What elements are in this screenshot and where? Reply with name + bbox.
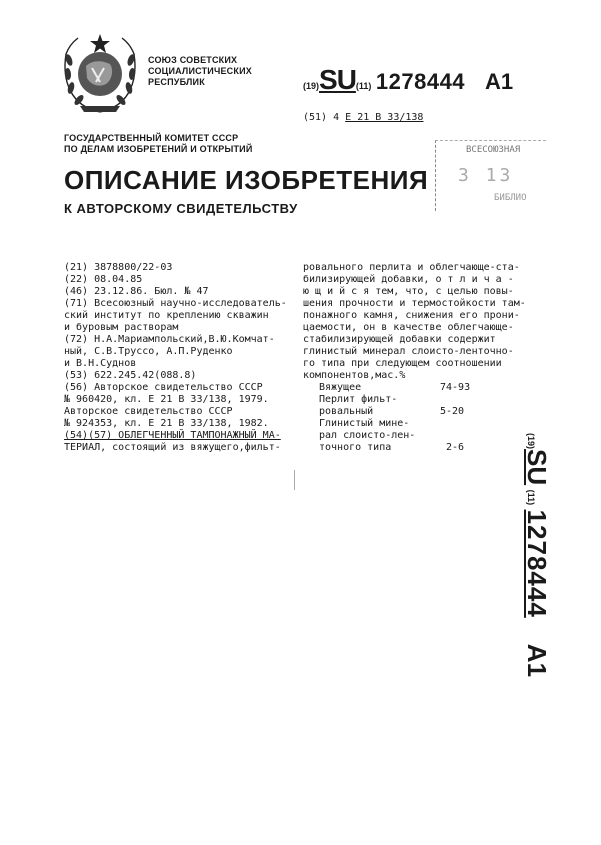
ussr-emblem-icon	[60, 32, 140, 116]
component-value: 2-6	[446, 442, 465, 453]
country-line-1: СОЮЗ СОВЕТСКИХ	[148, 55, 238, 65]
claim-line: понажного камня, снижения его прони-	[303, 310, 520, 321]
ipc-classification	[303, 112, 423, 123]
stamp-line-3: БИБЛИО	[494, 193, 527, 203]
claim-line: цаемости, он в качестве облегчающе-	[303, 322, 514, 333]
vertical-country-code: SU	[522, 449, 552, 486]
bib-line: (71) Всесоюзный научно-исследователь-	[64, 298, 287, 309]
document-number-header	[303, 64, 513, 96]
component-name: рал слоисто-лен-	[319, 430, 416, 441]
committee-line-2: ПО ДЕЛАМ ИЗОБРЕТЕНИЙ И ОТКРЫТИЙ	[64, 144, 253, 154]
ipc-value: E 21 B 33/138	[345, 112, 424, 123]
bib-line: (56) Авторское свидетельство СССР	[64, 382, 263, 393]
document-subtitle: К АВТОРСКОМУ СВИДЕТЕЛЬСТВУ	[64, 201, 298, 216]
bib-line: (46) 23.12.86. Бюл. № 47	[64, 286, 209, 297]
vertical-doc-number: 1278444	[522, 509, 552, 618]
code-19: (19)	[303, 81, 320, 91]
component-name: Перлит фильт-	[319, 394, 398, 405]
country-code: SU	[319, 64, 356, 95]
bib-line: (21) 3878800/22-03	[64, 262, 173, 273]
bib-line: и буровым растворам	[64, 322, 179, 333]
bib-line: ТЕРИАЛ, состоящий из вяжущего,фильт-	[64, 442, 281, 453]
claim-line: го типа при следующем соотношении	[303, 358, 502, 369]
stamp-line-2: 3 13	[458, 165, 514, 186]
component-name: ровальный	[319, 406, 374, 417]
component-name: Глинистый мине-	[319, 418, 410, 429]
bib-line: № 960420, кл. Е 21 В 33/138, 1979.	[64, 394, 269, 405]
vertical-document-number	[521, 433, 552, 677]
vertical-code-19: (19)	[526, 433, 536, 450]
bib-line: Авторское свидетельство СССР	[64, 406, 233, 417]
claim-line: ю щ и й с я тем, что, с целью повы-	[303, 286, 514, 297]
stamp-line-1: ВСЕСОЮЗНАЯ	[466, 145, 521, 155]
component-value: 74-93	[440, 382, 471, 393]
component-value: 5-20	[440, 406, 465, 417]
bib-line: (72) Н.А.Мариампольский,В.Ю.Комчат-	[64, 334, 275, 345]
country-line-3: РЕСПУБЛИК	[148, 77, 205, 87]
vertical-code-11: (11)	[526, 489, 536, 506]
component-name: Вяжущее	[319, 382, 362, 393]
bib-line: № 924353, кл. Е 21 В 33/138, 1982.	[64, 418, 269, 429]
claim-line: глинистый минерал слоисто-ленточно-	[303, 346, 514, 357]
claim-line: шения прочности и термостойкости там-	[303, 298, 526, 309]
column-divider	[294, 470, 295, 490]
library-stamp	[435, 140, 546, 211]
bib-line: (22) 08.04.85	[64, 274, 143, 285]
code-11: (11)	[355, 81, 372, 91]
vertical-kind-code: A1	[522, 643, 552, 678]
bib-line: и В.Н.Суднов	[64, 358, 137, 369]
claim-line: билизирующей добавки, о т л и ч а -	[303, 274, 514, 285]
claim-line: стабилизирующей добавки содержит	[303, 334, 496, 345]
kind-code: A1	[485, 69, 514, 94]
doc-number: 1278444	[375, 69, 466, 94]
component-name: точного типа	[319, 442, 392, 453]
bib-line-invention-title: (54)(57) ОБЛЕГЧЕННЫЙ ТАМПОНАЖНЫЙ МА-	[64, 430, 281, 441]
claim-line: компонентов,мас.%	[303, 370, 406, 381]
bib-line: ный, С.В.Труссо, А.П.Руденко	[64, 346, 233, 357]
document-title: ОПИСАНИЕ ИЗОБРЕТЕНИЯ	[64, 165, 429, 195]
committee-line-1: ГОСУДАРСТВЕННЫЙ КОМИТЕТ СССР	[64, 133, 239, 143]
bib-line: (53) 622.245.42(088.8)	[64, 370, 197, 381]
country-line-2: СОЦИАЛИСТИЧЕСКИХ	[148, 66, 252, 76]
bib-line: ский институт по креплению скважин	[64, 310, 269, 321]
ipc-prefix: (51) 4	[303, 112, 340, 123]
claim-line: ровального перлита и облегчающе-ста-	[303, 262, 520, 273]
